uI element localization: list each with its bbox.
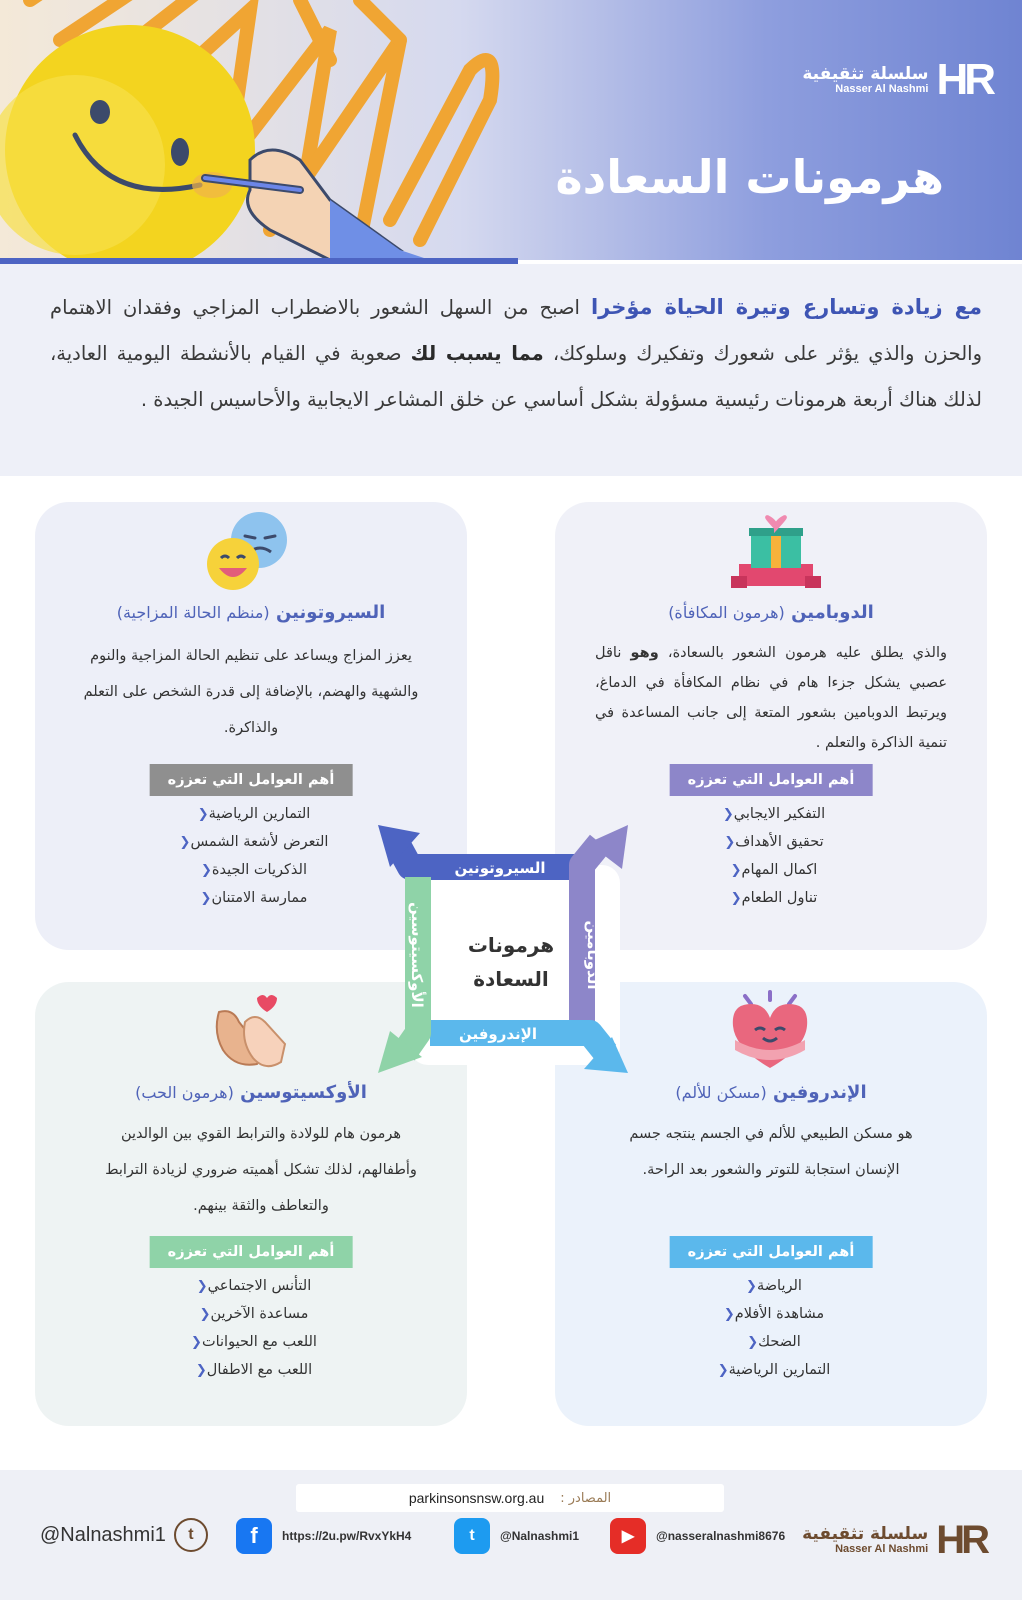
serotonin-factors-label: أهم العوامل التي تعززه xyxy=(150,764,353,796)
list-item: ممارسة الامتنان❮ xyxy=(200,890,308,906)
logo-english: Nasser Al Nashmi xyxy=(835,83,929,96)
gift-icon xyxy=(731,512,821,592)
endorphin-arrow-label: الإندروفين xyxy=(458,1025,538,1043)
oxytocin-name: الأوكسيتوسين xyxy=(240,1082,367,1103)
list-item: الرياضة❮ xyxy=(746,1278,802,1294)
serotonin-description: يعزز المزاج ويساعد على تنظيم الحالة المزاجية والنوم والشهية والهضم، بالإضافة إلى قدرة الشخص على التعلم والذاكرة. xyxy=(83,648,419,736)
mood-faces-icon xyxy=(205,506,295,592)
list-item: اكمال المهام❮ xyxy=(730,862,818,878)
chevron-left-icon: ❮ xyxy=(179,835,191,850)
center-title: هرمونات السعادة xyxy=(467,933,555,991)
dopamine-factors-label: أهم العوامل التي تعززه xyxy=(670,764,873,796)
chevron-left-icon: ❮ xyxy=(196,1279,208,1294)
intro-paragraph xyxy=(50,284,982,423)
page-title: هرمونات السعادة xyxy=(555,150,944,204)
dopamine-subtitle: (هرمون المكافأة) xyxy=(668,603,785,622)
logo-mark: HR xyxy=(936,55,992,104)
dopamine-title xyxy=(555,602,987,623)
list-item: التفكير الايجابي❮ xyxy=(722,806,826,822)
intro-highlight: مع زيادة وتسارع وتيرة الحياة مؤخرا xyxy=(590,295,982,319)
intro-section xyxy=(0,264,1022,476)
endorphin-subtitle: (مسكن للألم) xyxy=(675,1083,767,1102)
twitter-circle-icon: t xyxy=(174,1518,208,1552)
chevron-left-icon: ❮ xyxy=(199,1307,211,1322)
sources-box xyxy=(296,1484,724,1512)
clapping-hands-icon xyxy=(205,992,295,1072)
chevron-left-icon: ❮ xyxy=(191,1335,202,1350)
chevron-left-icon: ❮ xyxy=(746,1279,757,1294)
youtube-link[interactable]: ▶ @nasseralnashmi8676 xyxy=(610,1518,785,1554)
brand-logo xyxy=(802,55,992,104)
intro-text-2: صعوبة في القيام بالأنشطة اليومية العادية، لذلك هناك أربعة هرمونات رئيسية مسؤولة بشكل أساسي عن خلق المشاعر الايجابية والأحاسيس الجيدة . xyxy=(50,342,982,411)
chevron-left-icon: ❮ xyxy=(717,1363,729,1378)
twitter-link[interactable]: t @Nalnashmi1 xyxy=(454,1518,579,1554)
list-item: تناول الطعام❮ xyxy=(730,890,818,906)
logo-arabic: سلسلة تثقيفية xyxy=(802,63,929,84)
list-item: الذكريات الجيدة❮ xyxy=(201,862,307,878)
smiley-illustration xyxy=(0,0,520,260)
list-item: تحقيق الأهداف❮ xyxy=(724,834,824,850)
intro-text-1: اصبح من السهل الشعور بالاضطراب المزاجي وفقدان الاهتمام والحزن والذي يؤثر على شعورك وتفكيرك وسلوكك، xyxy=(50,296,983,365)
oxytocin-description: هرمون هام للولادة والترابط القوي بين الوالدين وأطفالهم، لذلك تشكل أهميته ضروري لزيادة الترابط والتعاطف والثقة بينهم. xyxy=(105,1126,417,1214)
chevron-left-icon: ❮ xyxy=(195,1363,207,1378)
endorphin-description: هو مسكن الطبيعي للألم في الجسم ينتجه جسم الإنسان استجابة للتوتر والشعور بعد الراحة. xyxy=(629,1126,913,1178)
dopamine-name: الدوبامين xyxy=(791,602,874,623)
twitter-icon: t xyxy=(454,1518,490,1554)
dopamine-arrow-label: الدوبامين xyxy=(584,920,602,990)
chevron-left-icon: ❮ xyxy=(200,891,212,906)
chevron-left-icon: ❮ xyxy=(723,1307,735,1322)
chevron-left-icon: ❮ xyxy=(724,835,736,850)
facebook-icon: f xyxy=(236,1518,272,1554)
oxytocin-arrow-label: الأوكسيتوسين xyxy=(408,902,426,1008)
endorphin-factors-label: أهم العوامل التي تعززه xyxy=(670,1236,873,1268)
chevron-left-icon: ❮ xyxy=(201,863,212,878)
chevron-left-icon: ❮ xyxy=(730,891,742,906)
chevron-left-icon: ❮ xyxy=(747,1335,759,1350)
chevron-left-icon: ❮ xyxy=(197,807,209,822)
footer-logo: سلسلة تثقيفية Nasser Al Nashmi HR xyxy=(802,1518,986,1562)
serotonin-name: السيروتونين xyxy=(275,602,386,623)
youtube-icon: ▶ xyxy=(610,1518,646,1554)
list-item: مشاهدة الأفلام❮ xyxy=(723,1306,825,1322)
header-banner xyxy=(0,0,1022,260)
list-item: اللعب مع الاطفال❮ xyxy=(195,1362,313,1378)
twitter-handle[interactable]: @Nalnashmi1 t xyxy=(40,1518,208,1552)
oxytocin-subtitle: (هرمون الحب) xyxy=(135,1083,234,1102)
list-item: التعرض لأشعة الشمس❮ xyxy=(179,834,329,850)
serotonin-title xyxy=(35,602,467,623)
list-item: التأنس الاجتماعي❮ xyxy=(196,1278,312,1294)
facebook-link[interactable]: f https://2u.pw/RvxYkH4 xyxy=(236,1518,411,1554)
list-item: مساعدة الآخرين❮ xyxy=(199,1306,309,1322)
serotonin-arrow-label: السيروتونين xyxy=(454,859,546,877)
oxytocin-factor-list xyxy=(35,1272,467,1384)
list-item: اللعب مع الحيوانات❮ xyxy=(191,1334,317,1350)
dopamine-description: والذي يطلق عليه هرمون الشعور بالسعادة، وهو ناقل عصبي يشكل جزءا هام في نظام المكافأة في الدماغ، ويرتبط الدوبامين بشعور المتعة إلى جانب المساعدة في تنمية الذاكرة والتعلم . xyxy=(595,645,947,751)
list-item: التمارين الرياضية❮ xyxy=(197,806,311,822)
intro-bold: مما يسبب لك xyxy=(410,342,544,365)
serotonin-subtitle: (منظم الحالة المزاجية) xyxy=(116,603,270,622)
oxytocin-factors-label: أهم العوامل التي تعززه xyxy=(150,1236,353,1268)
chevron-left-icon: ❮ xyxy=(730,863,742,878)
heart-icon xyxy=(725,990,815,1072)
sources-link[interactable]: parkinsonsnsw.org.au xyxy=(408,1490,545,1506)
endorphin-name: الإندروفين xyxy=(773,1082,867,1103)
list-item: الضحك❮ xyxy=(747,1334,801,1350)
list-item: التمارين الرياضية❮ xyxy=(717,1362,831,1378)
sources-label: المصادر : xyxy=(560,1490,612,1506)
chevron-left-icon: ❮ xyxy=(722,807,734,822)
endorphin-factor-list xyxy=(555,1272,987,1384)
